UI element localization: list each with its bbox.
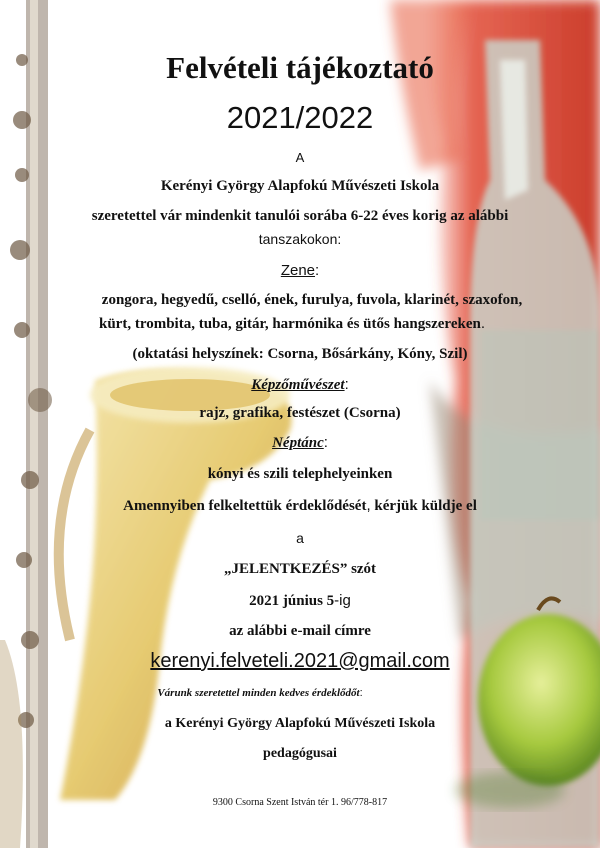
welcome-colon: :	[359, 687, 363, 699]
welcome-text	[0, 687, 560, 699]
music-heading	[0, 262, 600, 279]
invite-text: szeretettel vár mindenkit tanulói sorába 6-22 éves korig az alábbi	[91, 208, 509, 224]
email-link[interactable]: kerenyi.felveteli.2021@gmail.com	[150, 650, 450, 672]
deadline-suffix: -ig	[334, 592, 351, 609]
request-part2: kérjük küldje el	[370, 498, 477, 514]
music-heading-colon: :	[315, 262, 320, 279]
dance-heading-label: Néptánc	[272, 435, 324, 451]
music-instruments-2	[0, 315, 592, 333]
flyer-title: Felvételi tájékoztató	[166, 50, 434, 85]
art-subjects: rajz, grafika, festészet (Csorna)	[199, 405, 401, 421]
dance-heading-colon: :	[323, 434, 328, 451]
request-article: a	[296, 530, 304, 546]
art-heading	[0, 376, 600, 394]
art-heading-colon: :	[344, 376, 349, 393]
music-instruments-2-text: kürt, trombita, tuba, gitár, harmónika és ütős hangszereken	[98, 316, 481, 332]
art-heading-label: Képzőművészet	[251, 377, 345, 393]
article-a: A	[295, 150, 305, 165]
signature-school: a Kerényi György Alapfokú Művészeti Iskola	[164, 716, 436, 731]
deadline-date: 2021 június 5	[249, 593, 335, 609]
signature-teachers: pedagógusai	[263, 746, 337, 761]
email-intro: az alábbi e-mail címre	[229, 623, 371, 639]
invite-text-2: tanszakokon:	[258, 231, 342, 247]
school-address: 9300 Csorna Szent István tér 1. 96/778-817	[212, 797, 388, 808]
request-part1: Amennyiben felkeltettük érdeklődését	[123, 498, 367, 514]
school-year: 2021/2022	[226, 100, 374, 135]
dance-heading	[0, 434, 600, 452]
request-comma: ,	[366, 497, 371, 514]
music-heading-label: Zene	[280, 262, 316, 279]
dance-sites: kónyi és szili telephelyeinken	[207, 466, 393, 482]
music-instruments-1: zongora, hegyedű, cselló, ének, furulya, fuvola, klarinét, szaxofon,	[101, 292, 523, 308]
deadline	[0, 592, 600, 610]
welcome-text-label: Várunk szeretettel minden kedves érdeklődőt	[157, 687, 360, 699]
music-locations: (oktatási helyszínek: Csorna, Bősárkány, Kóny, Szil)	[132, 346, 468, 362]
school-name: Kerényi György Alapfokú Művészeti Iskola	[160, 178, 440, 194]
application-word: „JELENTKEZÉS” szót	[223, 561, 377, 577]
music-instruments-2-end: .	[480, 315, 485, 332]
request-text	[0, 497, 600, 515]
